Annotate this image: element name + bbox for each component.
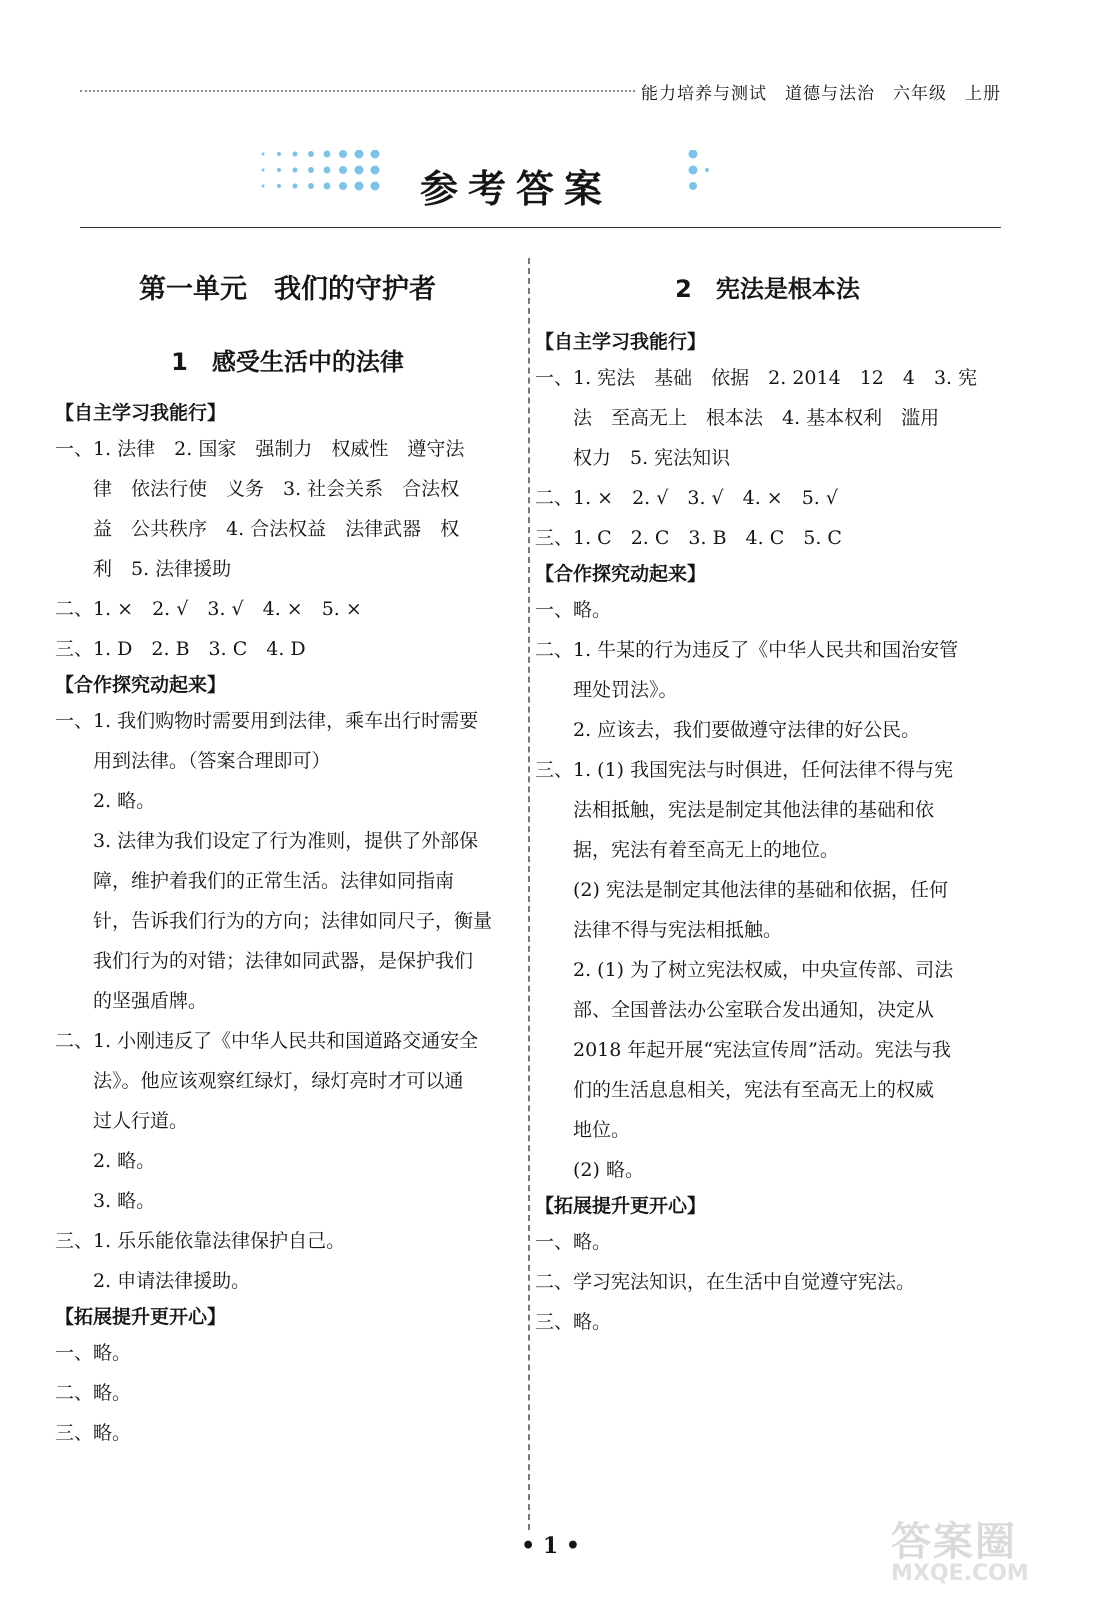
answer-line: 三、1. 乐乐能依靠法律保护自己。 (55, 1230, 346, 1252)
answer-line: 一、略。 (535, 599, 612, 621)
answer-line-continued: 们的生活息息相关，宪法有至高无上的权威 (573, 1079, 935, 1101)
answer-line: 二、1. 牛某的行为违反了《中华人民共和国治安管 (535, 639, 959, 661)
answer-line-continued: 2018 年起开展“宪法宣传周”活动。宪法与我 (573, 1039, 951, 1061)
unit-title: 第一单元 我们的守护者 (139, 274, 436, 305)
answer-line: 三、1. (1) 我国宪法与时俱进，任何法律不得与宪 (535, 759, 954, 781)
answer-line-continued: 过人行道。 (93, 1110, 189, 1132)
answer-line-continued: 利 5. 法律援助 (93, 558, 232, 580)
answer-line-continued: 障，维护着我们的正常生活。法律如同指南 (93, 870, 455, 892)
answer-line: 二、1. × 2. √ 3. √ 4. × 5. × (55, 598, 362, 620)
answer-line-continued: (2) 宪法是制定其他法律的基础和依据，任何 (573, 879, 948, 901)
title-rule (80, 227, 1001, 228)
answer-line-continued: 针，告诉我们行为的方向；法律如同尺子，衡量 (93, 910, 493, 932)
column-divider (528, 258, 530, 1530)
answer-line: 三、略。 (535, 1311, 612, 1333)
header-text: 能力培养与测试 道德与法治 六年级 上册 (641, 83, 1001, 104)
answer-line-continued: 据，宪法有着至高无上的地位。 (573, 839, 840, 861)
section-heading: 【拓展提升更开心】 (535, 1195, 707, 1217)
answer-line-continued: 用到法律。（答案合理即可） (93, 750, 331, 772)
answer-line-continued: 2. 略。 (93, 790, 156, 812)
left-dot-decoration (255, 150, 390, 200)
page-number: • 1 • (521, 1533, 580, 1559)
section-heading: 【合作探究动起来】 (535, 563, 707, 585)
answer-line-continued: 部、全国普法办公室联合发出通知，决定从 (573, 999, 935, 1021)
answer-line: 一、略。 (55, 1342, 132, 1364)
section-heading: 【合作探究动起来】 (55, 674, 227, 696)
right-answer-list (535, 326, 1000, 1342)
lesson-title: 1 感受生活中的法律 (171, 348, 404, 376)
answer-line-continued: 理处罚法》。 (573, 679, 678, 701)
answer-line: 一、1. 我们购物时需要用到法律，乘车出行时需要 (55, 710, 479, 732)
watermark-url: MXQE.COM (891, 1561, 1029, 1586)
answer-line-continued: 2. 申请法律援助。 (93, 1270, 251, 1292)
watermark-text: 答案圈 (891, 1519, 1017, 1565)
lesson-title: 2 宪法是根本法 (675, 275, 860, 303)
answer-line-continued: 权力 5. 宪法知识 (573, 447, 731, 469)
answer-line-continued: 地位。 (573, 1119, 631, 1141)
answer-line-continued: 2. 略。 (93, 1150, 156, 1172)
answer-line: 二、1. 小刚违反了《中华人民共和国道路交通安全 (55, 1030, 479, 1052)
answer-line: 一、1. 宪法 基础 依据 2. 2014 12 4 3. 宪 (535, 367, 978, 389)
answer-line-continued: 我们行为的对错；法律如同武器，是保护我们 (93, 950, 474, 972)
answer-line: 二、1. × 2. √ 3. √ 4. × 5. √ (535, 487, 838, 509)
title-area (0, 150, 1101, 220)
section-heading: 【自主学习我能行】 (55, 402, 227, 424)
answer-line-continued: 的坚强盾牌。 (93, 990, 208, 1012)
answer-line-continued: 律 依法行使 义务 3. 社会关系 合法权 (93, 478, 460, 500)
answer-line: 三、略。 (55, 1422, 132, 1444)
answer-line-continued: 益 公共秩序 4. 合法权益 法律武器 权 (93, 518, 460, 540)
section-heading: 【自主学习我能行】 (535, 331, 707, 353)
answer-line: 一、1. 法律 2. 国家 强制力 权威性 遵守法 (55, 438, 465, 460)
section-heading: 【拓展提升更开心】 (55, 1306, 227, 1328)
page-title: 参考答案 (420, 167, 613, 211)
answer-line-continued: (2) 略。 (573, 1159, 644, 1181)
left-column (55, 255, 520, 1453)
answer-line: 二、略。 (55, 1382, 132, 1404)
answer-line-continued: 2. 应该去，我们要做遵守法律的好公民。 (573, 719, 921, 741)
answer-line-continued: 法 至高无上 根本法 4. 基本权利 滥用 (573, 407, 940, 429)
header-dotted-rule (80, 90, 635, 92)
answer-line: 二、学习宪法知识，在生活中自觉遵守宪法。 (535, 1271, 916, 1293)
right-dot-decoration (685, 150, 725, 200)
answer-line-continued: 2. (1) 为了树立宪法权威，中央宣传部、司法 (573, 959, 954, 981)
answer-line-continued: 法》。他应该观察红绿灯，绿灯亮时才可以通 (93, 1070, 464, 1092)
answer-line-continued: 法相抵触，宪法是制定其他法律的基础和依 (573, 799, 935, 821)
answer-line-continued: 法律不得与宪法相抵触。 (573, 919, 783, 941)
watermark-logo (891, 1510, 1061, 1590)
answer-line: 三、1. C 2. C 3. B 4. C 5. C (535, 527, 842, 549)
left-answer-list (55, 397, 520, 1453)
right-column (535, 255, 1000, 1342)
running-header (80, 78, 1001, 104)
answer-line-continued: 3. 略。 (93, 1190, 156, 1212)
answer-line-continued: 3. 法律为我们设定了行为准则，提供了外部保 (93, 830, 479, 852)
answer-line: 三、1. D 2. B 3. C 4. D (55, 638, 306, 660)
answer-line: 一、略。 (535, 1231, 612, 1253)
